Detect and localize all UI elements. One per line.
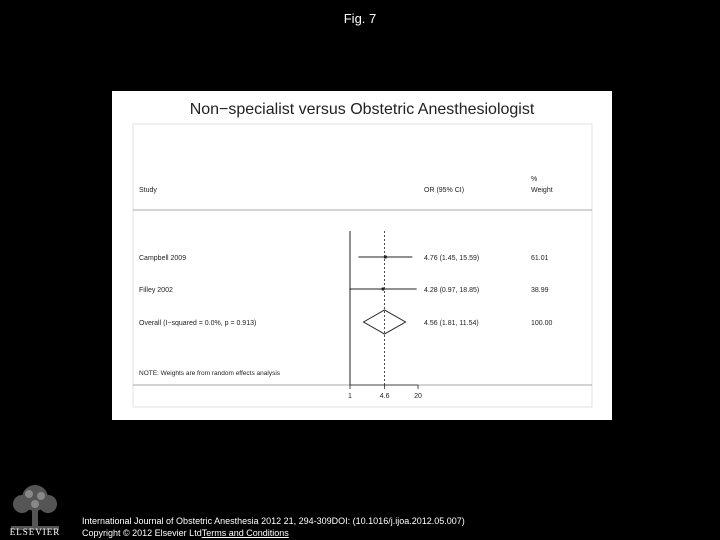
- study-weight-1: 61.01: [531, 255, 549, 262]
- overall-weight: 100.00: [531, 320, 553, 327]
- overall-or-text: 4.56 (1.81, 11.54): [424, 320, 479, 327]
- study-label-1: Campbell 2009: [139, 255, 187, 262]
- weight-column-header-line1: %: [531, 176, 538, 183]
- x-tick-label-1: 1: [348, 393, 352, 400]
- point-estimate-1: [384, 255, 387, 258]
- citation-text: International Journal of Obstetric Anesthesia 2012 21, 294-309DOI: (10.1016/j.ijoa.2012.05.007): [82, 516, 465, 526]
- overall-label: Overall (I−squared = 0.0%, p = 0.913): [139, 320, 257, 327]
- point-estimate-2: [381, 287, 384, 290]
- study-weight-2: 38.99: [531, 287, 549, 294]
- elsevier-wordmark: ELSEVIER: [9, 527, 61, 537]
- or-column-header: OR (95% CI): [424, 187, 465, 194]
- forest-plot: [112, 91, 612, 420]
- study-column-header: Study: [139, 187, 157, 194]
- study-or-text-2: 4.28 (0.97, 18.85): [424, 287, 480, 294]
- figure-panel: [112, 91, 612, 420]
- x-tick-label-3: 20: [414, 393, 422, 400]
- copyright-line: [82, 528, 289, 538]
- study-or-text-1: 4.76 (1.45, 15.59): [424, 255, 480, 262]
- x-tick-label-2: 4.6: [379, 393, 390, 400]
- terms-link[interactable]: Terms and Conditions: [201, 528, 289, 538]
- figure-label: Fig. 7: [343, 11, 377, 26]
- weight-column-header-line2: Weight: [531, 187, 553, 194]
- chart-title: Non−specialist versus Obstetric Anesthesiologist: [189, 101, 535, 118]
- plot-frame: [133, 124, 592, 407]
- study-label-2: Filley 2002: [139, 287, 173, 294]
- weights-note: NOTE: Weights are from random effects analysis: [139, 370, 281, 377]
- copyright-text: Copyright © 2012 Elsevier Ltd: [82, 528, 202, 538]
